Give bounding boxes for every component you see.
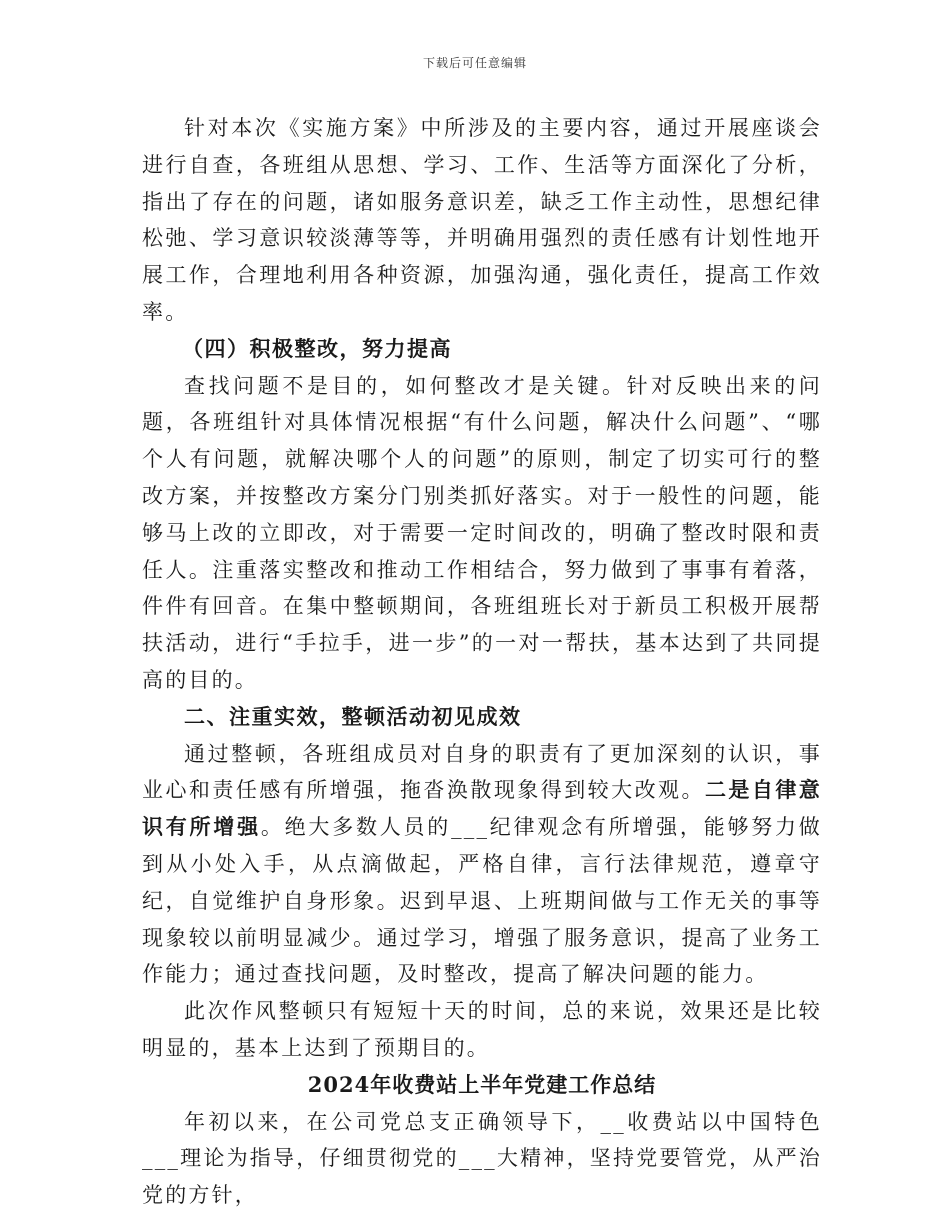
paragraph-results-part1: 通过整顿，各班组成员对自身的职责有了更加深刻的认识，事业心和责任感有所增强，拖沓涣散现象得到较大改观。 [142, 741, 822, 803]
paragraph-results-part2: 。绝大多数人员的___纪律观念有所增强，能够努力做到从小处入手，从点滴做起，严格自律，言行法律规范，遵章守纪，自觉维护自身形象。迟到早退、上班期间做与工作无关的事等现象较以前明显减少。通过学习，增强了服务意识，提高了业务工作能力；通过查找问题，及时整改，提高了解决问题的能力。 [142, 815, 823, 987]
paragraph-results-bold: 二是自律意识有所增强 [142, 777, 822, 840]
section-heading-rectification: （四）积极整改，努力提高 [182, 335, 452, 361]
section-heading-results: 二、注重实效，整顿活动初见成效 [184, 703, 522, 729]
header-note: 下载后可任意编辑 [422, 56, 527, 70]
paragraph-summary: 此次作风整顿只有短短十天的时间，总的来说，效果还是比较明显的，基本上达到了预期目的。 [142, 999, 822, 1060]
document-title-2024: 2024年收费站上半年党建工作总结 [307, 1071, 657, 1097]
paragraph-results [142, 736, 822, 994]
paragraph-self-check: 针对本次《实施方案》中所涉及的主要内容，通过开展座谈会进行自查，各班组从思想、学习、工作、生活等方面深化了分析，指出了存在的问题，诸如服务意识差，缺乏工作主动性，思想纪律松弛、学习意识较淡薄等等，并明确用强烈的责任感有计划性地开展工作，合理地利用各种资源，加强沟通，强化责任，提高工作效率。 [142, 116, 822, 324]
document-body [142, 110, 822, 1214]
paragraph-party-building: 年初以来，在公司党总支正确领导下，__收费站以中国特色___理论为指导，仔细贯彻党的___大精神，坚持党要管党，从严治党的方针， [142, 1109, 822, 1208]
paragraph-rectification: 查找问题不是目的，如何整改才是关键。针对反映出来的问题，各班组针对具体情况根据“有什么问题，解决什么问题”、“哪个人有问题，就解决哪个人的问题”的原则，制定了切实可行的整改方案，并按整改方案分门别类抓好落实。对于一般性的问题，能够马上改的立即改，对于需要一定时间改的，明确了整改时限和责任人。注重落实整改和推动工作相结合，努力做到了事事有着落，件件有回音。在集中整顿期间，各班组班长对于新员工积极开展帮扶活动，进行“手拉手，进一步”的一对一帮扶，基本达到了共同提高的目的。 [142, 373, 822, 692]
